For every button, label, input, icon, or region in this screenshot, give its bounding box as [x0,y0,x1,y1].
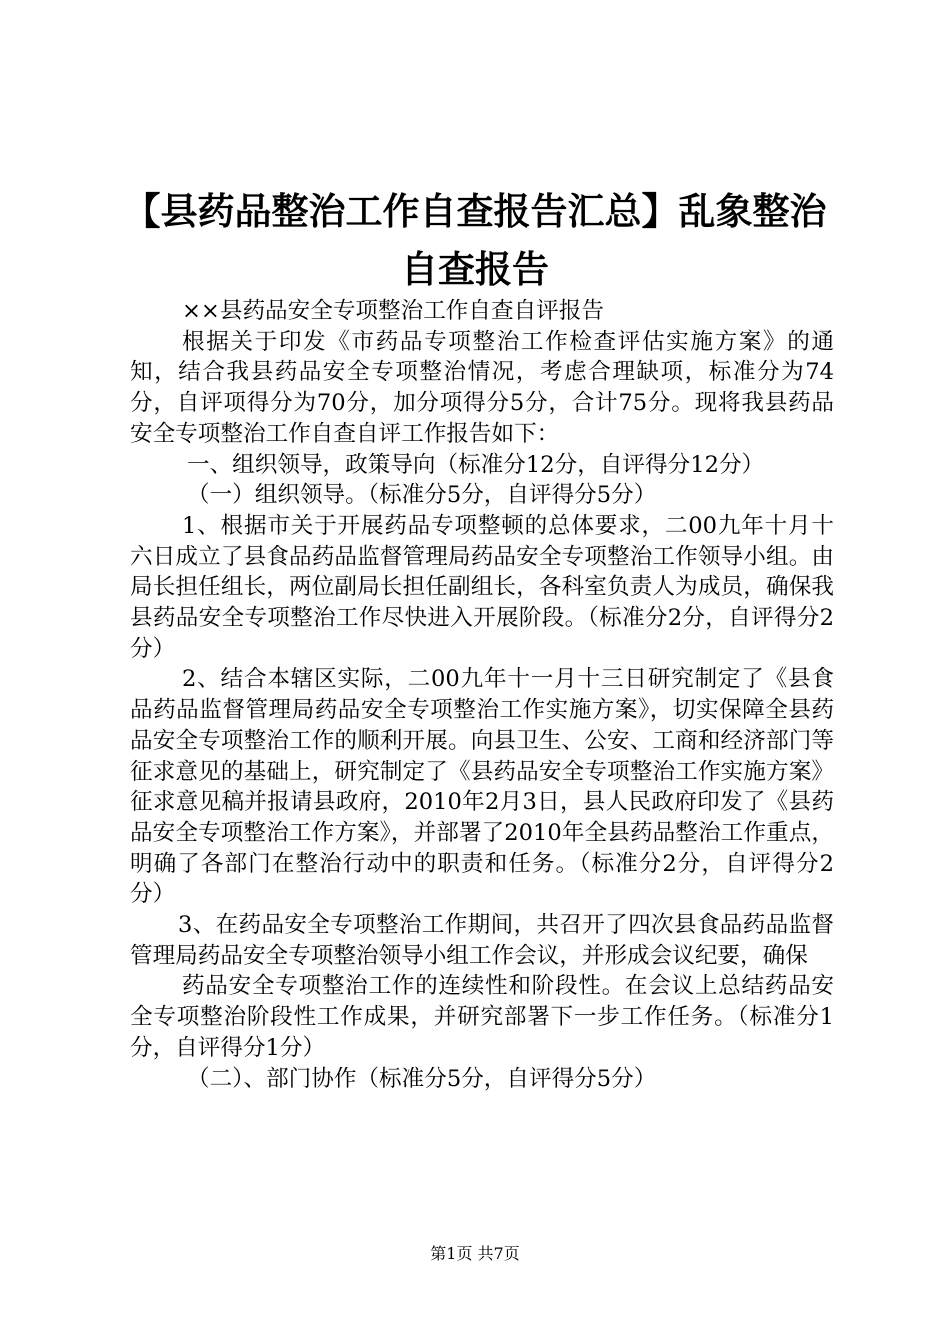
page-number: 第1页 共7页 [430,1244,520,1263]
intro-paragraph: 根据关于印发《市药品专项整治工作检查评估实施方案》的通知，结合我县药品安全专项整治情况，考虑合理缺项，标准分为74分，自评项得分为70分，加分项得分5分，合计75分。现将我县药品安全专项整治工作自查自评工作报告如下： [130,328,834,447]
paragraph-item-1: 1、根据市关于开展药品专项整顿的总体要求，二00九年十月十六日成立了县食品药品监督管理局药品安全专项整治工作领导小组。由局长担任组长，两位副局长担任副组长，各科室负责人为成员，确保我县药品安全专项整治工作尽快进入开展阶段。（标准分2分，自评得分2分） [130,512,834,662]
document-body [130,296,834,1094]
paragraph-item-2: 2、结合本辖区实际，二00九年十一月十三日研究制定了《县食品药品监督管理局药品安全专项整治工作实施方案》，切实保障全县药品安全专项整治工作的顺利开展。向县卫生、公安、工商和经济部门等征求意见的基础上，研究制定了《县药品安全专项整治工作实施方案》征求意见稿并报请县政府，2010年2月3日，县人民政府印发了《县药品安全专项整治工作方案》，并部署了2010年全县药品整治工作重点，明确了各部门在整治行动中的职责和任务。（标准分2分，自评得分2分） [130,666,834,908]
document-title: 【县药品整治工作自查报告汇总】乱象整治自查报告 [123,190,827,291]
paragraph-item-3: 3、在药品安全专项整治工作期间，共召开了四次县食品药品监督管理局药品安全专项整治领导小组工作会议，并形成会议纪要，确保 [130,912,834,969]
section-heading-1: 一、组织领导，政策导向（标准分12分，自评得分12分） [187,451,765,478]
subsection-heading-1: （一）组织领导。（标准分5分，自评得分5分） [187,482,657,509]
paragraph-continuation: 药品安全专项整治工作的连续性和阶段性。在会议上总结药品安全专项整治阶段性工作成果，并研究部署下一步工作任务。（标准分1分，自评得分1分） [130,973,834,1061]
report-heading: ××县药品安全专项整治工作自查自评报告 [182,298,604,324]
subsection-heading-2: （二）、部门协作（标准分5分，自评得分5分） [187,1065,657,1092]
